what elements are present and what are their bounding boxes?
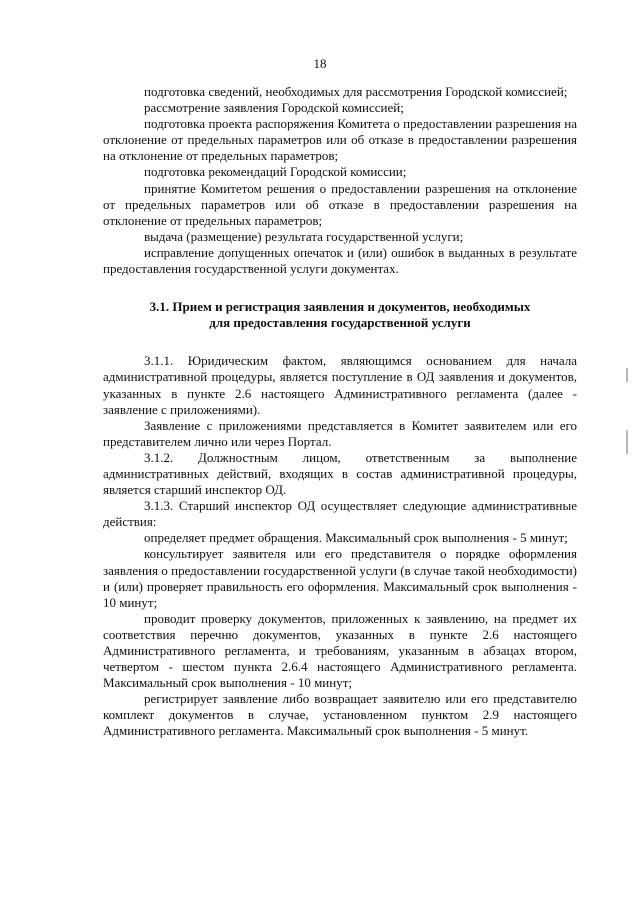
paragraph: 3.1.2. Должностным лицом, ответственным за выполнение административных действий, входящих в состав административной процедуры, является старший инспектор ОД.	[103, 449, 577, 498]
paragraph: подготовка проекта распоряжения Комитета о предоставлении разрешения на отклонение от предельных параметров или об отказе в предоставлении разрешения на отклонение от предельных параметров;	[103, 116, 577, 164]
paragraph: подготовка рекомендаций Городской комиссии;	[144, 164, 407, 180]
paragraph: проводит проверку документов, приложенных к заявлению, на предмет их соответствия перечню документов, указанных в пункте 2.6 настоящего Административного регламента, и требованиям, указанным в абзацах втором, четвертом - шестом пункта 2.6.4 настоящего Административного регламента. Максимальный срок выполнения - 10 минут;	[103, 610, 577, 691]
section-heading-line: для предоставления государственной услуги	[209, 315, 471, 331]
paragraph: регистрирует заявление либо возвращает заявителю или его представителю комплект документов в случае, установленном пунктом 2.9 настоящего Административного регламента. Максимальный срок выполнения - 5 минут.	[103, 691, 577, 739]
paragraph: 3.1.3. Старший инспектор ОД осуществляет следующие административные действия:	[103, 498, 577, 530]
scan-edge-mark	[626, 368, 628, 382]
document-body	[103, 84, 577, 740]
page-number: 18	[313, 56, 327, 71]
paragraph: Заявление с приложениями представляется в Комитет заявителем или его представителем лично или через Портал.	[103, 417, 577, 449]
paragraph: выдача (размещение) результата государственной услуги;	[144, 228, 464, 244]
paragraph: исправление допущенных опечаток и (или) ошибок в выданных в результате предоставления государственной услуги документах.	[103, 244, 577, 277]
paragraph: 3.1.1. Юридическим фактом, являющимся основанием для начала административной процедуры, является поступление в ОД заявления и документов, указанных в пункте 2.6 настоящего Административного регламента (далее - заявление с приложениями).	[103, 353, 577, 417]
scan-edge-mark	[626, 430, 628, 454]
paragraph: принятие Комитетом решения о предоставлении разрешения на отклонение от предельных параметров или об отказе в предоставлении разрешения на отклонение от предельных параметров;	[103, 180, 577, 228]
section-heading	[103, 299, 577, 331]
paragraph: рассмотрение заявления Городской комиссией;	[144, 100, 404, 116]
paragraph: консультирует заявителя или его представителя о порядке оформления заявления о предоставлении государственной услуги (в случае такой необходимости) и (или) проверяет правильность его оформления. Максимальный срок выполнения - 10 минут;	[103, 546, 577, 610]
paragraph: определяет предмет обращения. Максимальный срок выполнения - 5 минут;	[144, 530, 568, 546]
section-heading-line: 3.1. Прием и регистрация заявления и документов, необходимых	[149, 299, 531, 315]
paragraph: подготовка сведений, необходимых для рассмотрения Городской комиссией;	[144, 84, 568, 99]
